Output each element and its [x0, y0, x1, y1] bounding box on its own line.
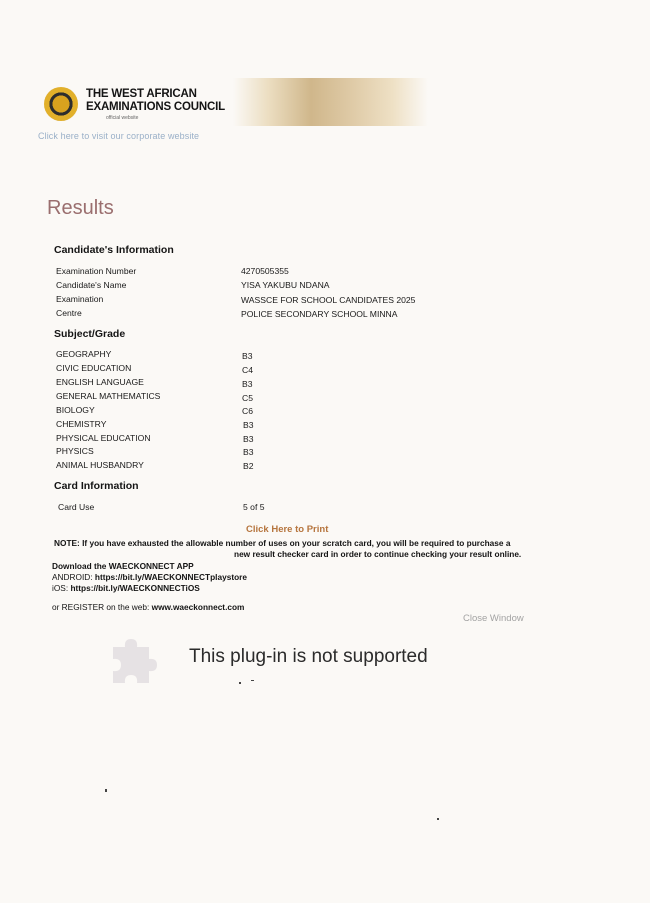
grade-value: B2	[243, 461, 254, 471]
examination-label: Examination	[56, 294, 104, 304]
note-line-1: NOTE: If you have exhausted the allowable number of uses on your scratch card, you will be required to purchase a	[54, 538, 511, 548]
corporate-website-link[interactable]: Click here to visit our corporate website	[38, 131, 200, 141]
subject-grade-heading: Subject/Grade	[54, 328, 126, 340]
grade-value: C4	[242, 365, 253, 375]
subject-row: ENGLISH LANGUAGE	[56, 377, 144, 387]
grade-value: C5	[242, 393, 253, 403]
close-window-link[interactable]: Close Window	[463, 613, 524, 624]
waec-seal-icon	[44, 87, 78, 121]
org-name-line1: THE WEST AFRICAN	[86, 87, 197, 100]
examination-value: WASSCE FOR SCHOOL CANDIDATES 2025	[241, 295, 416, 305]
dust-speck	[437, 818, 439, 820]
page-title: Results	[47, 197, 114, 219]
dust-speck	[251, 680, 254, 681]
android-label: ANDROID:	[52, 572, 95, 582]
scratch-card-note	[54, 538, 534, 560]
grade-value: B3	[242, 379, 253, 389]
register-line	[52, 602, 244, 612]
grade-value: B3	[242, 351, 253, 361]
centre-value: POLICE SECONDARY SCHOOL MINNA	[241, 309, 398, 319]
card-info-heading: Card Information	[54, 480, 139, 492]
android-link[interactable]: https://bit.ly/WAECKONNECTplaystore	[94, 572, 247, 582]
centre-label: Centre	[56, 308, 82, 318]
ios-label: iOS:	[52, 583, 71, 593]
grade-value: C6	[242, 406, 253, 416]
puzzle-piece-icon	[107, 633, 162, 688]
waec-header-banner	[38, 78, 388, 130]
subject-row: BIOLOGY	[56, 405, 95, 415]
grade-value: B3	[243, 420, 254, 430]
exam-number-label: Examination Number	[56, 266, 137, 276]
note-line-2: new result checker card in order to continue checking your result online.	[234, 549, 522, 559]
android-line	[52, 572, 247, 582]
register-label: or REGISTER on the web:	[52, 602, 152, 612]
print-link[interactable]: Click Here to Print	[246, 524, 329, 535]
subject-row: ANIMAL HUSBANDRY	[56, 460, 144, 470]
grade-value: B3	[243, 447, 254, 457]
subject-row: GENERAL MATHEMATICS	[56, 391, 161, 401]
dust-speck	[239, 682, 241, 684]
grade-value: B3	[243, 434, 254, 444]
subject-row: GEOGRAPHY	[56, 349, 112, 359]
plugin-unsupported-message: This plug-in is not supported	[189, 646, 428, 667]
card-use-value: 5 of 5	[243, 502, 265, 512]
candidate-name-label: Candidate's Name	[56, 280, 127, 290]
card-use-label: Card Use	[58, 502, 95, 512]
subject-row: PHYSICAL EDUCATION	[56, 433, 151, 443]
ios-line	[52, 583, 200, 593]
waec-logo-text	[86, 88, 225, 121]
org-name-line2: EXAMINATIONS COUNCIL	[86, 100, 225, 113]
org-tagline: official website	[106, 114, 139, 121]
download-app-title: Download the WAECKONNECT APP	[52, 561, 194, 571]
exam-number-value: 4270505355	[241, 266, 289, 276]
subject-row: PHYSICS	[56, 446, 94, 456]
register-link[interactable]: www.waeckonnect.com	[151, 602, 245, 612]
dust-speck	[105, 789, 107, 792]
ios-link[interactable]: https://bit.ly/WAECKONNECTiOS	[70, 583, 200, 593]
subject-row: CIVIC EDUCATION	[56, 363, 132, 373]
banner-photo	[233, 78, 428, 126]
subject-row: CHEMISTRY	[56, 419, 107, 429]
candidate-name-value: YISA YAKUBU NDANA	[241, 280, 330, 290]
candidate-info-heading: Candidate's Information	[54, 244, 174, 256]
